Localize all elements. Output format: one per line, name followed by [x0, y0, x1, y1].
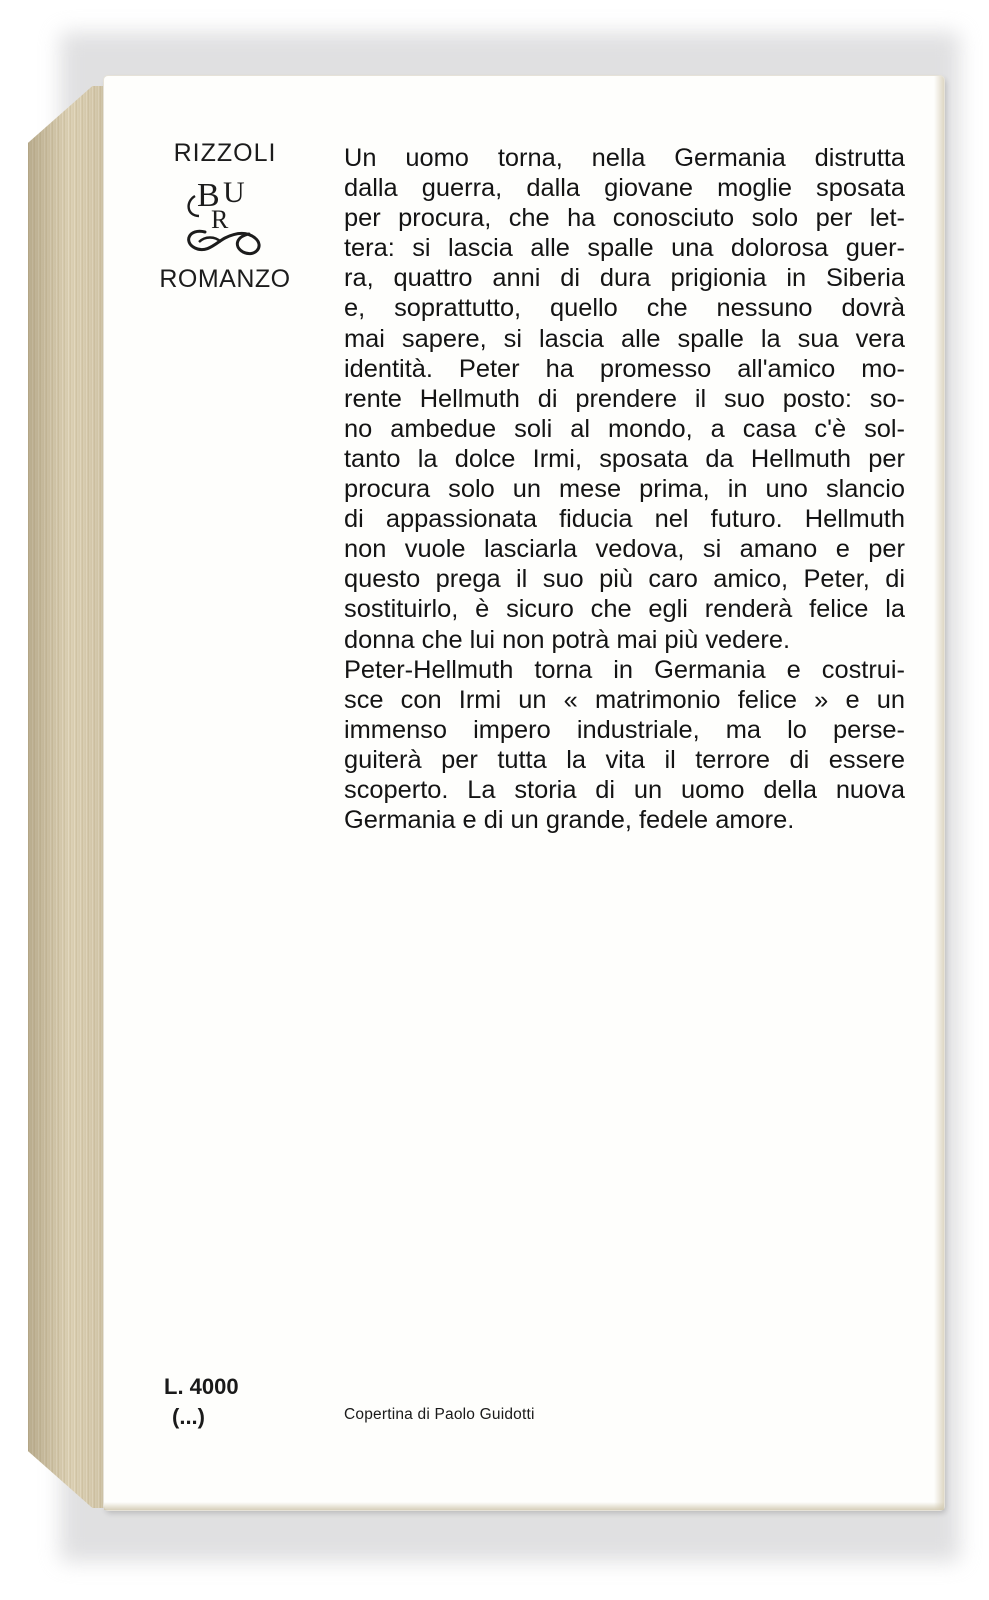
blurb-line: mai sapere, si lascia alle spalle la sua vera	[344, 324, 905, 353]
series-label: ROMANZO	[159, 265, 291, 293]
price-block	[164, 1372, 239, 1432]
publisher-name: RIZZOLI	[173, 139, 277, 167]
blurb-line: per procura, che ha conosciuto solo per let-	[344, 204, 905, 233]
cover-bottom-edge	[104, 1502, 944, 1510]
blurb-line: non vuole lasciarla vedova, si amano e per	[344, 535, 905, 564]
blurb-line: procura solo un mese prima, in uno slancio	[344, 475, 905, 504]
blurb-line: guiterà per tutta la vita il terrore di essere	[344, 745, 905, 774]
blurb-text	[344, 143, 905, 835]
blurb-line: sostituirlo, è sicuro che egli renderà felice la	[344, 595, 905, 624]
blurb-line: e, soprattutto, quello che nessuno dovrà	[344, 294, 905, 323]
price-code: (...)	[172, 1404, 205, 1429]
blurb-line: donna che lui non potrà mai più vedere.	[344, 625, 791, 654]
blurb-line: di appassionata fiducia nel futuro. Hellmuth	[344, 505, 905, 534]
svg-text:B: B	[197, 177, 220, 214]
blurb-line: Germania e di un grande, fedele amore.	[344, 806, 795, 835]
blurb-line: Un uomo torna, nella Germania distrutta	[344, 144, 905, 172]
svg-text:R: R	[211, 205, 229, 234]
blurb-line: no ambedue soli al mondo, a casa c'è sol-	[344, 414, 905, 443]
blurb-line: sce con Irmi un « matrimonio felice » e un	[344, 685, 905, 714]
blurb-line: tera: si lascia alle spalle una dolorosa guer-	[344, 234, 905, 263]
price-label: L. 4000	[164, 1374, 239, 1399]
cover-right-edge	[934, 76, 944, 1510]
blurb-line: scoperto. La storia di un uomo della nuova	[344, 775, 905, 804]
bur-logo-icon	[175, 172, 275, 262]
blurb-line: dalla guerra, dalla giovane moglie sposata	[344, 174, 905, 203]
blurb-line: ra, quattro anni di dura prigionia in Siberia	[344, 264, 905, 293]
blurb-line: tanto la dolce Irmi, sposata da Hellmuth per	[344, 444, 905, 473]
svg-text:U: U	[223, 176, 245, 209]
blurb-line: questo prega il suo più caro amico, Peter, di	[344, 565, 905, 594]
blurb-line: identità. Peter ha promesso all'amico mo-	[344, 354, 905, 383]
blurb-line: Peter-Hellmuth torna in Germania e costrui-	[344, 655, 905, 684]
blurb-line: immenso impero industriale, ma lo perse-	[344, 715, 905, 744]
publisher-mark	[150, 138, 300, 294]
cover-credit: Copertina di Paolo Guidotti	[344, 1406, 535, 1423]
blurb-line: rente Hellmuth di prendere il suo posto: so-	[344, 384, 905, 413]
